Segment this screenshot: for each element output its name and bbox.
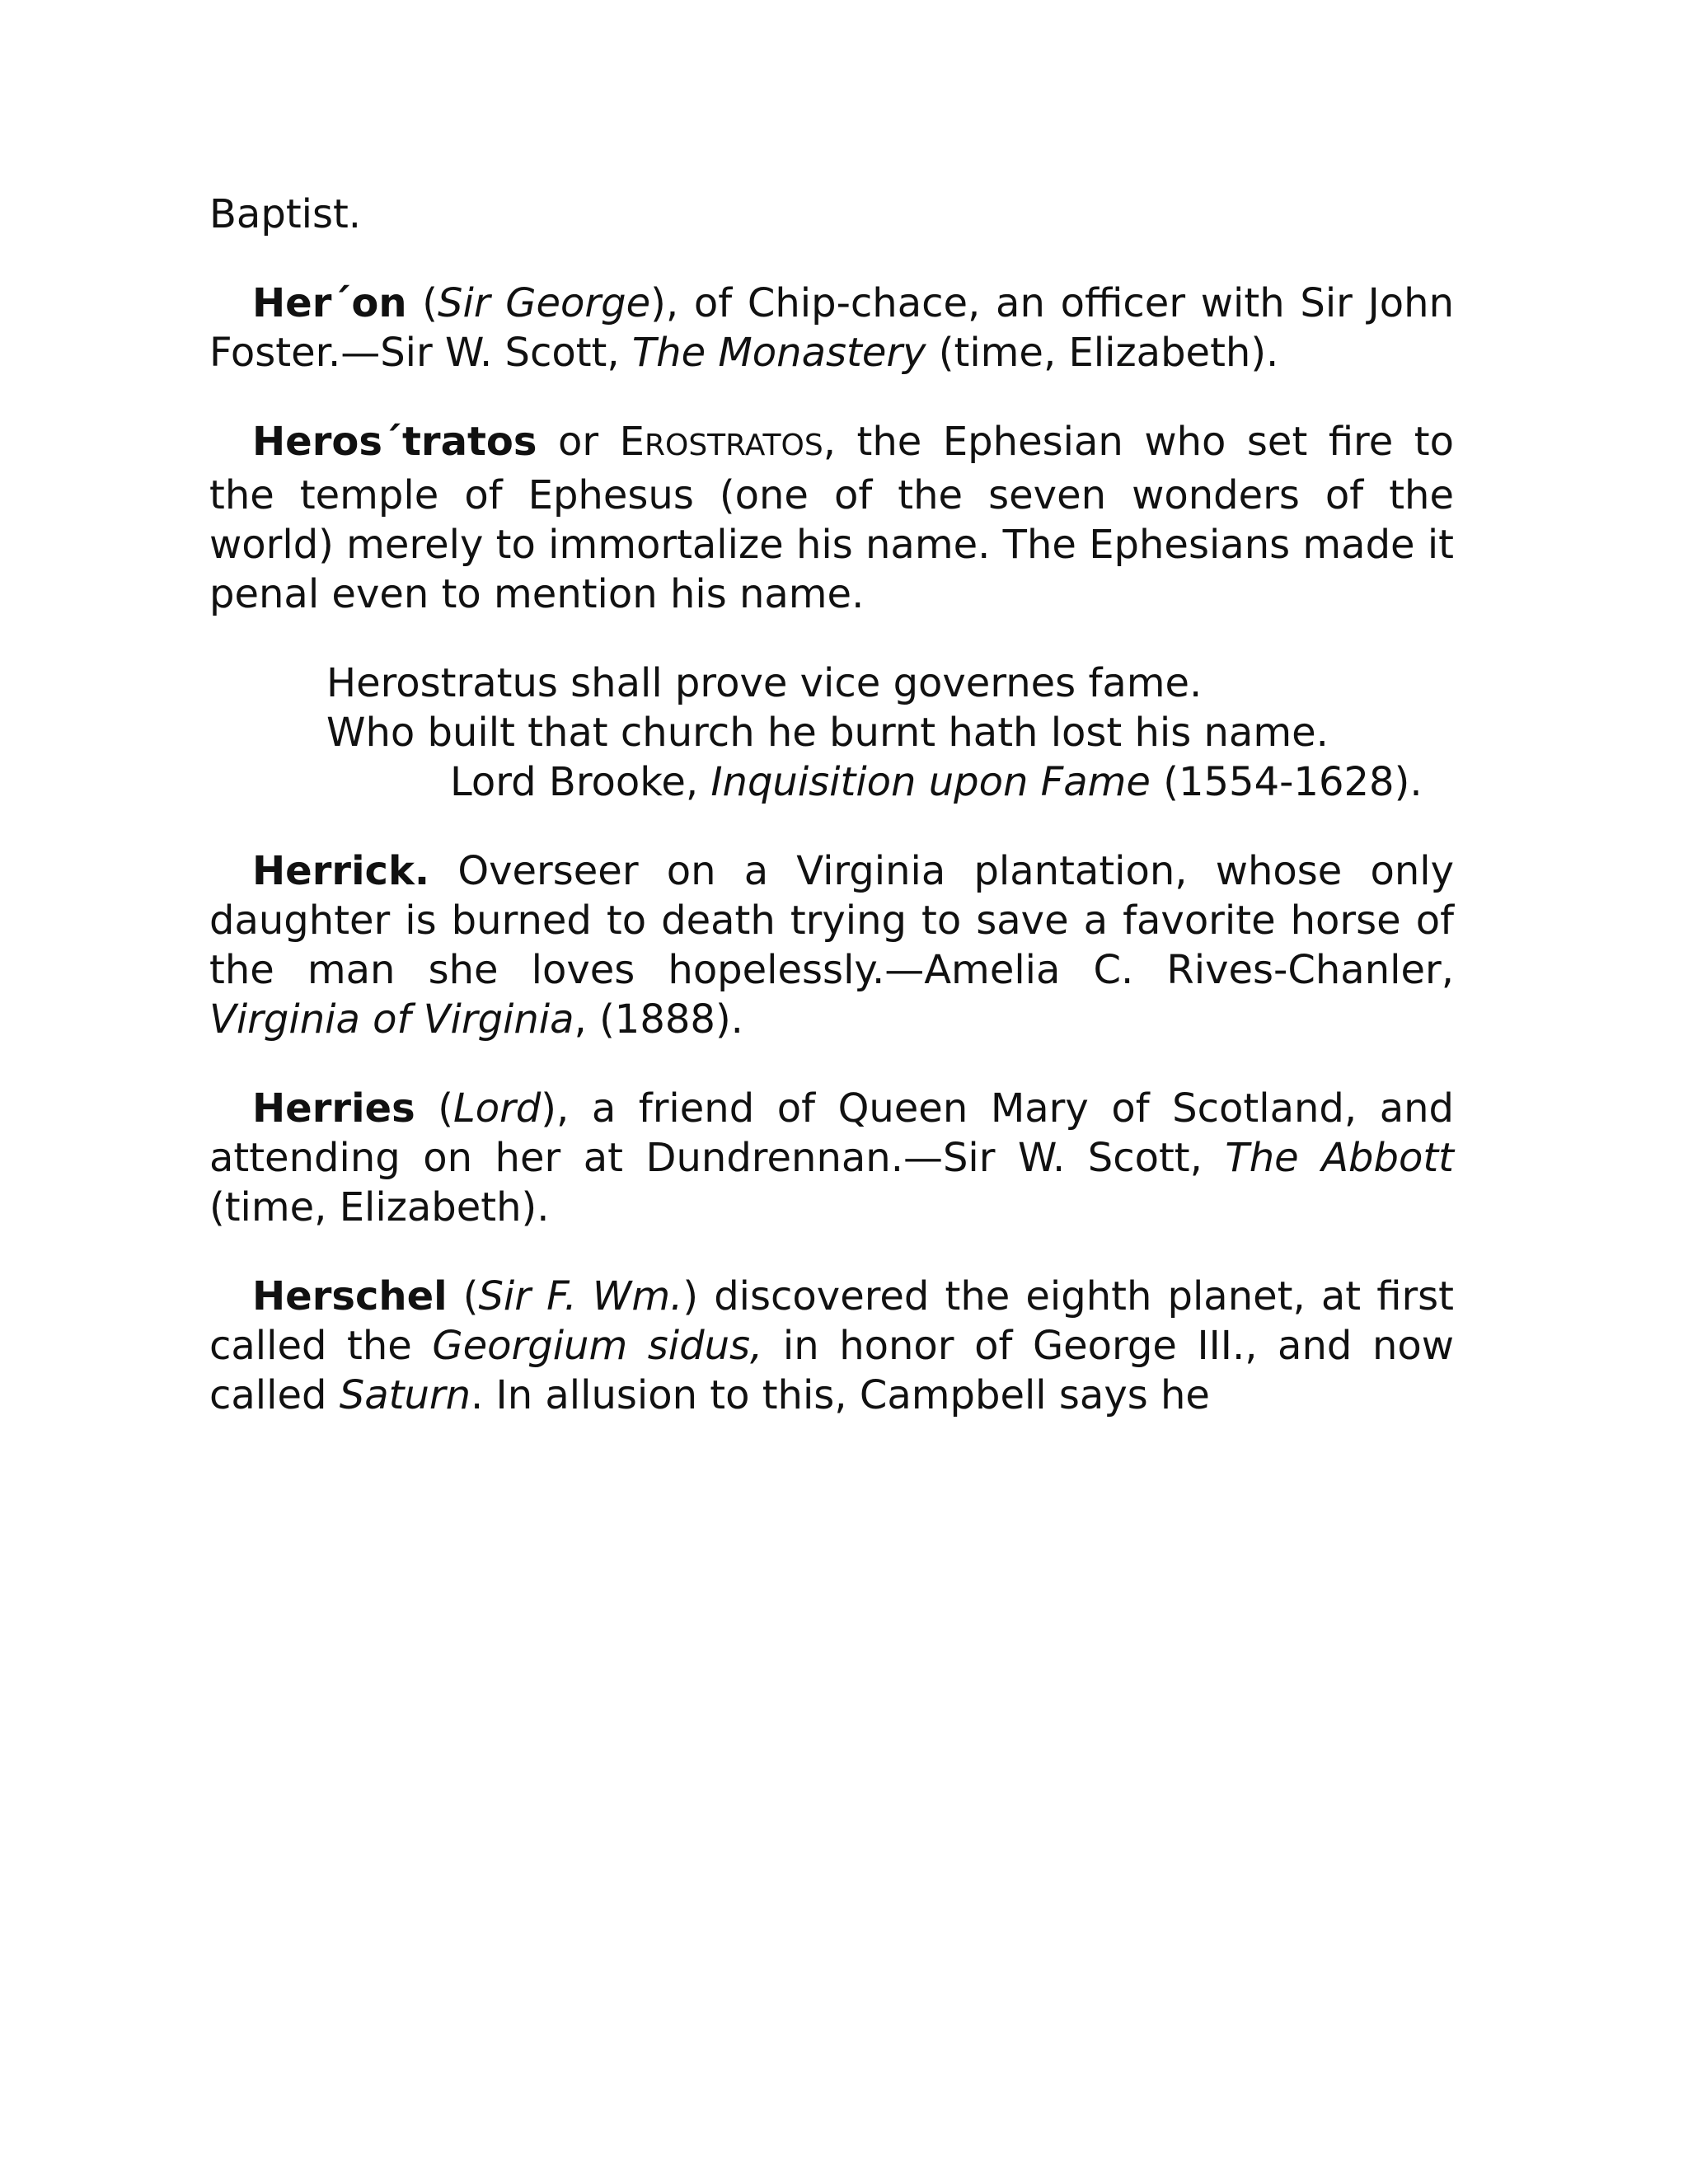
entry-text: Overseer on a Virginia plantation, whose only daughter is burned to death trying to save a favorite horse of the man she loves hopelessly.—Amelia C. Rives-Chanler, xyxy=(209,848,1454,993)
entry-text: ), a friend of Queen Mary of Scotland, and attending on her at Dundrennan.—Sir W. Scott, xyxy=(209,1085,1454,1181)
entry-italic: The Abbott xyxy=(1225,1135,1455,1181)
entry-text: ( xyxy=(406,280,438,326)
attribution-author: Lord Brooke, xyxy=(450,759,711,805)
entry-text: (time, Elizabeth). xyxy=(926,330,1279,376)
verse-attribution xyxy=(326,757,1454,807)
entry-text: . In allusion to this, Campbell says he xyxy=(471,1372,1210,1418)
entry-small-caps-first: E xyxy=(619,419,645,465)
entry-herries xyxy=(209,1084,1454,1232)
verse-line: Herostratus shall prove vice governes fame. xyxy=(326,660,1203,706)
entry-headword: Herschel xyxy=(252,1273,448,1319)
entry-italic: The Monastery xyxy=(631,330,926,376)
entry-headword: Herries xyxy=(252,1085,415,1132)
entry-italic: Virginia of Virginia xyxy=(209,996,574,1043)
entry-italic: Saturn xyxy=(339,1372,471,1418)
entry-herschel xyxy=(209,1272,1454,1420)
entry-text: , (1888). xyxy=(574,996,743,1043)
entry-text: , the Ephesian who set fire to the temple of Ephesus (one of the seven wonders of the world) merely to immortalize his name. The Ephesians made it penal even to mention his name. xyxy=(209,419,1454,617)
entry-headword: Herrick. xyxy=(252,848,430,894)
document-page xyxy=(209,190,1454,1420)
entry-heron xyxy=(209,279,1454,377)
entry-text: ( xyxy=(415,1085,453,1132)
entry-herostratos xyxy=(209,417,1454,619)
entry-herrick xyxy=(209,846,1454,1044)
entry-headword: Her´on xyxy=(252,280,407,326)
entry-italic: Sir George xyxy=(438,280,651,326)
entry-headword: Heros´tratos xyxy=(252,419,537,465)
verse-line: Who built that church he burnt hath lost his name. xyxy=(326,710,1329,756)
attribution-title: Inquisition upon Fame xyxy=(710,759,1151,805)
entry-text: ) discovered the eighth planet, at first called the xyxy=(209,1273,1455,1369)
attribution-date: (1554-1628). xyxy=(1150,759,1423,805)
verse-quotation xyxy=(326,658,1454,807)
continuation-text: Baptist. xyxy=(209,191,362,237)
entry-small-caps: ROSTRATOS xyxy=(644,429,823,462)
entry-text: ( xyxy=(447,1273,479,1319)
entry-text: or xyxy=(537,419,620,465)
entry-italic: Lord xyxy=(452,1085,542,1132)
entry-text: in honor of George III., and now called xyxy=(209,1323,1454,1418)
entry-italic: Sir F. Wm. xyxy=(478,1273,683,1319)
entry-text: (time, Elizabeth). xyxy=(209,1184,550,1230)
entry-italic: Georgium sidus, xyxy=(432,1323,763,1369)
entry-text: ), of Chip-chace, an officer with Sir John Foster.—Sir W. Scott, xyxy=(209,280,1455,376)
